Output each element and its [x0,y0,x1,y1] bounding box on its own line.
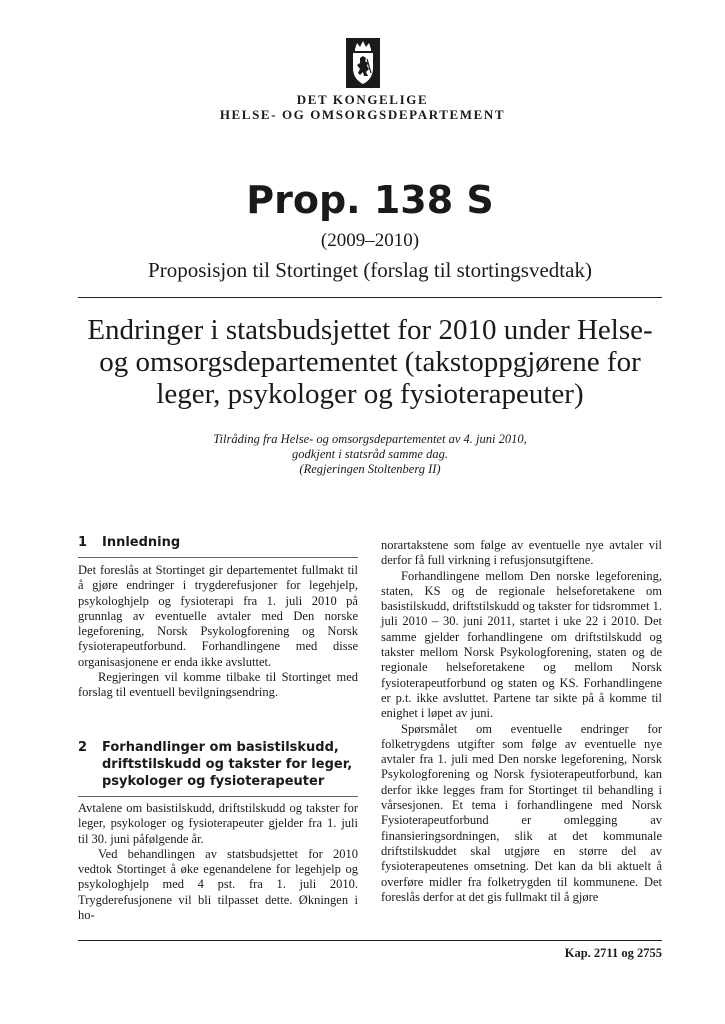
chapter-reference: Kap. 2711 og 2755 [564,946,662,960]
norwegian-coat-of-arms-icon [346,38,380,88]
paragraph: Spørsmålet om eventuelle endringer for folketrygdens utgifter som følge av eventuelle nye avtaler fra 1. juli med Den norske legeforening, Norsk Psykologforening og Norsk fysioterapeutforbund, kan derfor ikke legges fram for Stortinget til behandling i vårsesjonen. Et tema i forhandlingene med Norsk Fysioterapeutforbund er omlegging av finansieringsordningen, slik at det kommunale driftstilskuddet skal utgjøre en større del av fysioterapeutenes omsetning. Det kan da bli aktuelt å overføre midler fra folketrygden til kommunene. Det foreslås derfor at det gis fullmakt til å gjøre [381,721,662,904]
section-title: Innledning [102,535,181,550]
paragraph: norartakstene som følge av eventuelle nye avtaler vil derfor få full virkning i refusjonsutgiftene. [381,538,662,568]
section-body [78,563,358,701]
paragraph: Regjeringen vil komme tilbake til Stortinget med forslag til eventuell bevilgningsendring. [78,670,358,700]
document-title: Endringer i statsbudsjettet for 2010 under Helse- og omsorgsdepartementet (takstoppgjørene for leger, psykologer og fysioterapeuter) [87,314,653,410]
proposition-subtitle: Proposisjon til Stortinget (forslag til stortingsvedtak) [148,258,592,282]
proposition-number: Prop. 138 S [246,178,494,222]
right-column-body [381,538,662,905]
proposition-session: (2009–2010) [320,230,420,251]
paragraph: Forhandlingene mellom Den norske legeforening, staten, KS og de regionale helseforetakene om basistilskudd, driftstilskudd og takster for tidsrommet 1. juli 2010 – 30. juni 2011, startet i uke 22 i 2010. Det samme gjelder forhandlingene om driftstilskudd og takster mellom Norsk Psykologforening, staten og de regionale helseforetakene og mellom Norsk fysioterapeutforbund og staten og KS. Forhandlingene er p.t. ikke avsluttet. Partene tar sikte på å komme til enighet i løpet av juni. [381,568,662,721]
ministry-name-line1: DET KONGELIGE [296,92,429,107]
paragraph: Avtalene om basistilskudd, driftstilskudd og takster for leger, psykologer og fysioterapeuter gjelder fra 1. juli til 30. juni påfølgende år. [78,801,358,846]
footer-divider [78,940,662,941]
approval-line: (Regjeringen Stoltenberg II) [299,462,441,476]
paragraph: Ved behandlingen av statsbudsjettet for 2010 vedtok Stortinget å øke egenandelene for legehjelp og psykologhjelp med 4 pst. fra 1. juli 2010. Trygderefusjonene vil bli tilpasset dette. Økningen i ho- [78,846,358,923]
title-divider [78,297,662,298]
section-divider [78,796,358,797]
approval-line: Tilråding fra Helse- og omsorgsdepartementet av 4. juni 2010, [213,432,527,446]
section-number: 1 [78,535,88,550]
section-divider [78,557,358,558]
paragraph: Det foreslås at Stortinget gir departementet fullmakt til å gjøre endringer i trygderefusjoner for legehjelp, psykologhjelp og fysioterapi fra 1. juli 2010 på grunnlag av eventuelle avtaler med Den norske legeforening, Norsk Psykologforening og Norsk fysioterapeutforbund. Forhandlingene med disse organisasjonene er enda ikke avsluttet. [78,563,358,669]
approval-line: godkjent i statsråd samme dag. [292,447,448,461]
approval-note [78,432,662,477]
ministry-name-line2: HELSE- OG OMSORGSDEPARTEMENT [219,107,506,122]
section-body [78,801,358,923]
section-number: 2 [78,740,88,755]
section-title: Forhandlinger om basistilskudd, driftstilskudd og takster for leger, psykologer og fysioterapeuter [102,740,353,789]
